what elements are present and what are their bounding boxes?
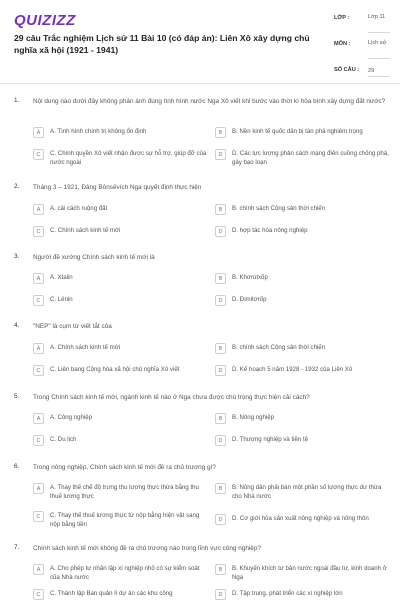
answer-option-d[interactable] <box>215 227 392 237</box>
option-letter: C <box>33 435 44 446</box>
answer-option-d[interactable] <box>215 150 392 167</box>
option-letter: A <box>33 413 44 424</box>
option-text: D. Tập trung, phát triển các xí nghiệp lớn <box>232 590 343 597</box>
option-letter: D <box>215 435 226 446</box>
answer-option-a[interactable] <box>33 484 210 501</box>
option-letter: B <box>215 273 226 284</box>
option-letter: C <box>33 365 44 376</box>
option-letter: A <box>33 564 44 575</box>
answer-option-d[interactable] <box>215 515 392 525</box>
option-letter: B <box>215 564 226 575</box>
option-letter: D <box>215 295 226 306</box>
answer-option-a[interactable] <box>33 205 210 215</box>
option-letter: C <box>33 226 44 237</box>
answer-option-a[interactable] <box>33 565 210 582</box>
answer-option-c[interactable] <box>33 296 210 306</box>
answer-option-c[interactable] <box>33 590 210 600</box>
option-letter: D <box>215 226 226 237</box>
option-letter: B <box>215 343 226 354</box>
answer-option-b[interactable] <box>215 414 392 424</box>
question-text: Người đề xướng Chính sách kinh tế mới là <box>33 254 155 261</box>
question-number: 7. <box>14 544 20 551</box>
option-text: D. Kế hoạch 5 năm 1928 - 1932 của Liên Xô <box>232 366 353 373</box>
option-text: B. chính sách Cộng sản thời chiến <box>232 205 326 212</box>
question-text: Chính sách kinh tế mới không đề ra chủ trương nào trong lĩnh vực công nghiệp? <box>33 545 261 552</box>
option-letter: B <box>215 204 226 215</box>
answer-option-b[interactable] <box>215 344 392 354</box>
option-letter: B <box>215 127 226 138</box>
question-text: Trong Chính sách kinh tế mới, ngành kinh tế nào ở Nga chưa được chú trọng thực hiện cải cách? <box>33 394 310 401</box>
question-text: "NEP" là cụm từ viết tắt của <box>33 323 112 330</box>
answer-option-a[interactable] <box>33 274 210 284</box>
option-text: D. Đimitơrốp <box>232 296 267 303</box>
quizizz-logo[interactable]: QUIZIZZ <box>14 12 76 29</box>
answer-option-b[interactable] <box>215 128 392 138</box>
option-text: C. Du lịch <box>50 436 77 443</box>
option-text: A. Thay thế chế độ trưng thu lương thực thừa bằng thu thuế lương thực <box>50 484 199 500</box>
answer-option-d[interactable] <box>215 590 392 600</box>
option-text: B. Nền kinh tế quốc dân bị tàn phá nghiêm trọng <box>232 128 363 135</box>
answer-option-b[interactable] <box>215 205 392 215</box>
option-text: B. chính sách Cộng sản thời chiến <box>232 344 326 351</box>
question-number: 5. <box>14 393 20 400</box>
option-text: C. Thành lập Ban quản lí dự án các khu công <box>50 590 173 597</box>
count-value: 29 <box>368 68 375 74</box>
answer-option-a[interactable] <box>33 344 210 354</box>
option-letter: C <box>33 295 44 306</box>
question-number: 3. <box>14 253 20 260</box>
option-letter: C <box>33 511 44 522</box>
grade-label: LỚP : <box>334 15 350 21</box>
answer-option-c[interactable] <box>33 150 210 167</box>
option-text: D. Cơ giới hóa sản xuất nông nghiệp và nông thôn <box>232 515 369 522</box>
option-letter: D <box>215 589 226 600</box>
answer-option-c[interactable] <box>33 512 210 529</box>
answer-option-c[interactable] <box>33 227 210 237</box>
option-text: C. Chính quyền Xô viết nhận được sự hỗ trợ, giúp đỡ của nước ngoài <box>50 150 207 166</box>
answer-option-c[interactable] <box>33 436 210 446</box>
count-label: SỐ CÂU : <box>334 67 360 73</box>
question-number: 2. <box>14 183 20 190</box>
question-text: Trong nông nghiệp, Chính sách kinh tế mới đề ra chủ trương gì? <box>33 464 216 471</box>
option-text: B. Nông nghiệp <box>232 414 275 421</box>
option-text: A. Cho phép tư nhân lập xí nghiệp nhỏ có sự kiểm soát của Nhà nước <box>50 565 200 581</box>
option-text: A. cải cách ruộng đất <box>50 205 108 212</box>
answer-option-a[interactable] <box>33 414 210 424</box>
answer-option-b[interactable] <box>215 274 392 284</box>
answer-option-c[interactable] <box>33 366 210 376</box>
worksheet-header <box>0 0 400 84</box>
option-letter: D <box>215 365 226 376</box>
answer-option-d[interactable] <box>215 296 392 306</box>
option-text: B. Khơrútxốp <box>232 274 268 281</box>
option-letter: C <box>33 149 44 160</box>
option-letter: A <box>33 273 44 284</box>
question-number: 1. <box>14 97 20 104</box>
option-letter: A <box>33 483 44 494</box>
count-divider <box>368 76 390 77</box>
subject-label: MÔN : <box>334 41 351 47</box>
option-letter: D <box>215 514 226 525</box>
option-letter: B <box>215 483 226 494</box>
option-text: C. Lênin <box>50 296 73 303</box>
answer-option-a[interactable] <box>33 128 210 138</box>
option-text: A. Tình hình chính trị không ổn định <box>50 128 147 135</box>
option-text: B. Khuyến khích tư bản nước ngoài đầu tư, kinh doanh ở Nga <box>232 565 387 581</box>
option-letter: A <box>33 127 44 138</box>
option-text: D. Các lực lượng phản cách mạng điên cuồng chống phá, gây bạo loạn <box>232 150 389 166</box>
subject-divider <box>368 58 390 59</box>
answer-option-d[interactable] <box>215 436 392 446</box>
option-letter: B <box>215 413 226 424</box>
option-text: C. Thay thế thuế lương thực từ nộp bằng hiện vật sang nộp bằng tiền <box>50 512 200 528</box>
question-text: Nội dung nào dưới đây không phản ánh đúng tình hình nước Nga Xô viết khi bước vào thời kì hòa bình xây dựng đất nước? <box>33 98 386 105</box>
question-number: 6. <box>14 463 20 470</box>
question-number: 4. <box>14 322 20 329</box>
option-letter: D <box>215 149 226 160</box>
worksheet-title: 29 câu Trắc nghiệm Lịch sử 11 Bài 10 (có đáp án): Liên Xô xây dựng chủ nghĩa xã hội (1921 - 1941) <box>14 33 310 55</box>
answer-option-d[interactable] <box>215 366 392 376</box>
answer-option-b[interactable] <box>215 565 392 582</box>
option-letter: C <box>33 589 44 600</box>
grade-value: Lớp 11 <box>368 14 386 20</box>
option-text: C. Liên bang Cộng hòa xã hội chủ nghĩa Xô viết <box>50 366 180 373</box>
option-text: A. Công nghiệp <box>50 414 93 421</box>
option-letter: A <box>33 204 44 215</box>
option-text: D. hợp tác hóa nông nghiệp <box>232 227 308 234</box>
question-text: Tháng 3 – 1921, Đảng Bônsêvích Nga quyết định thực hiện <box>33 184 202 191</box>
option-text: B. Nông dân phải bán một phần số lương thực dư thừa cho Nhà nước <box>232 484 382 500</box>
option-text: A. Xtalin <box>50 274 73 281</box>
option-text: D. Thương nghiệp và tiền tệ <box>232 436 309 443</box>
grade-divider <box>368 32 390 33</box>
option-text: A. Chính sách kinh tế mới <box>50 344 121 351</box>
option-text: C. Chính sách kinh tế mới <box>50 227 121 234</box>
answer-option-b[interactable] <box>215 484 392 501</box>
subject-value: Lịch sử <box>368 40 387 46</box>
option-letter: A <box>33 343 44 354</box>
